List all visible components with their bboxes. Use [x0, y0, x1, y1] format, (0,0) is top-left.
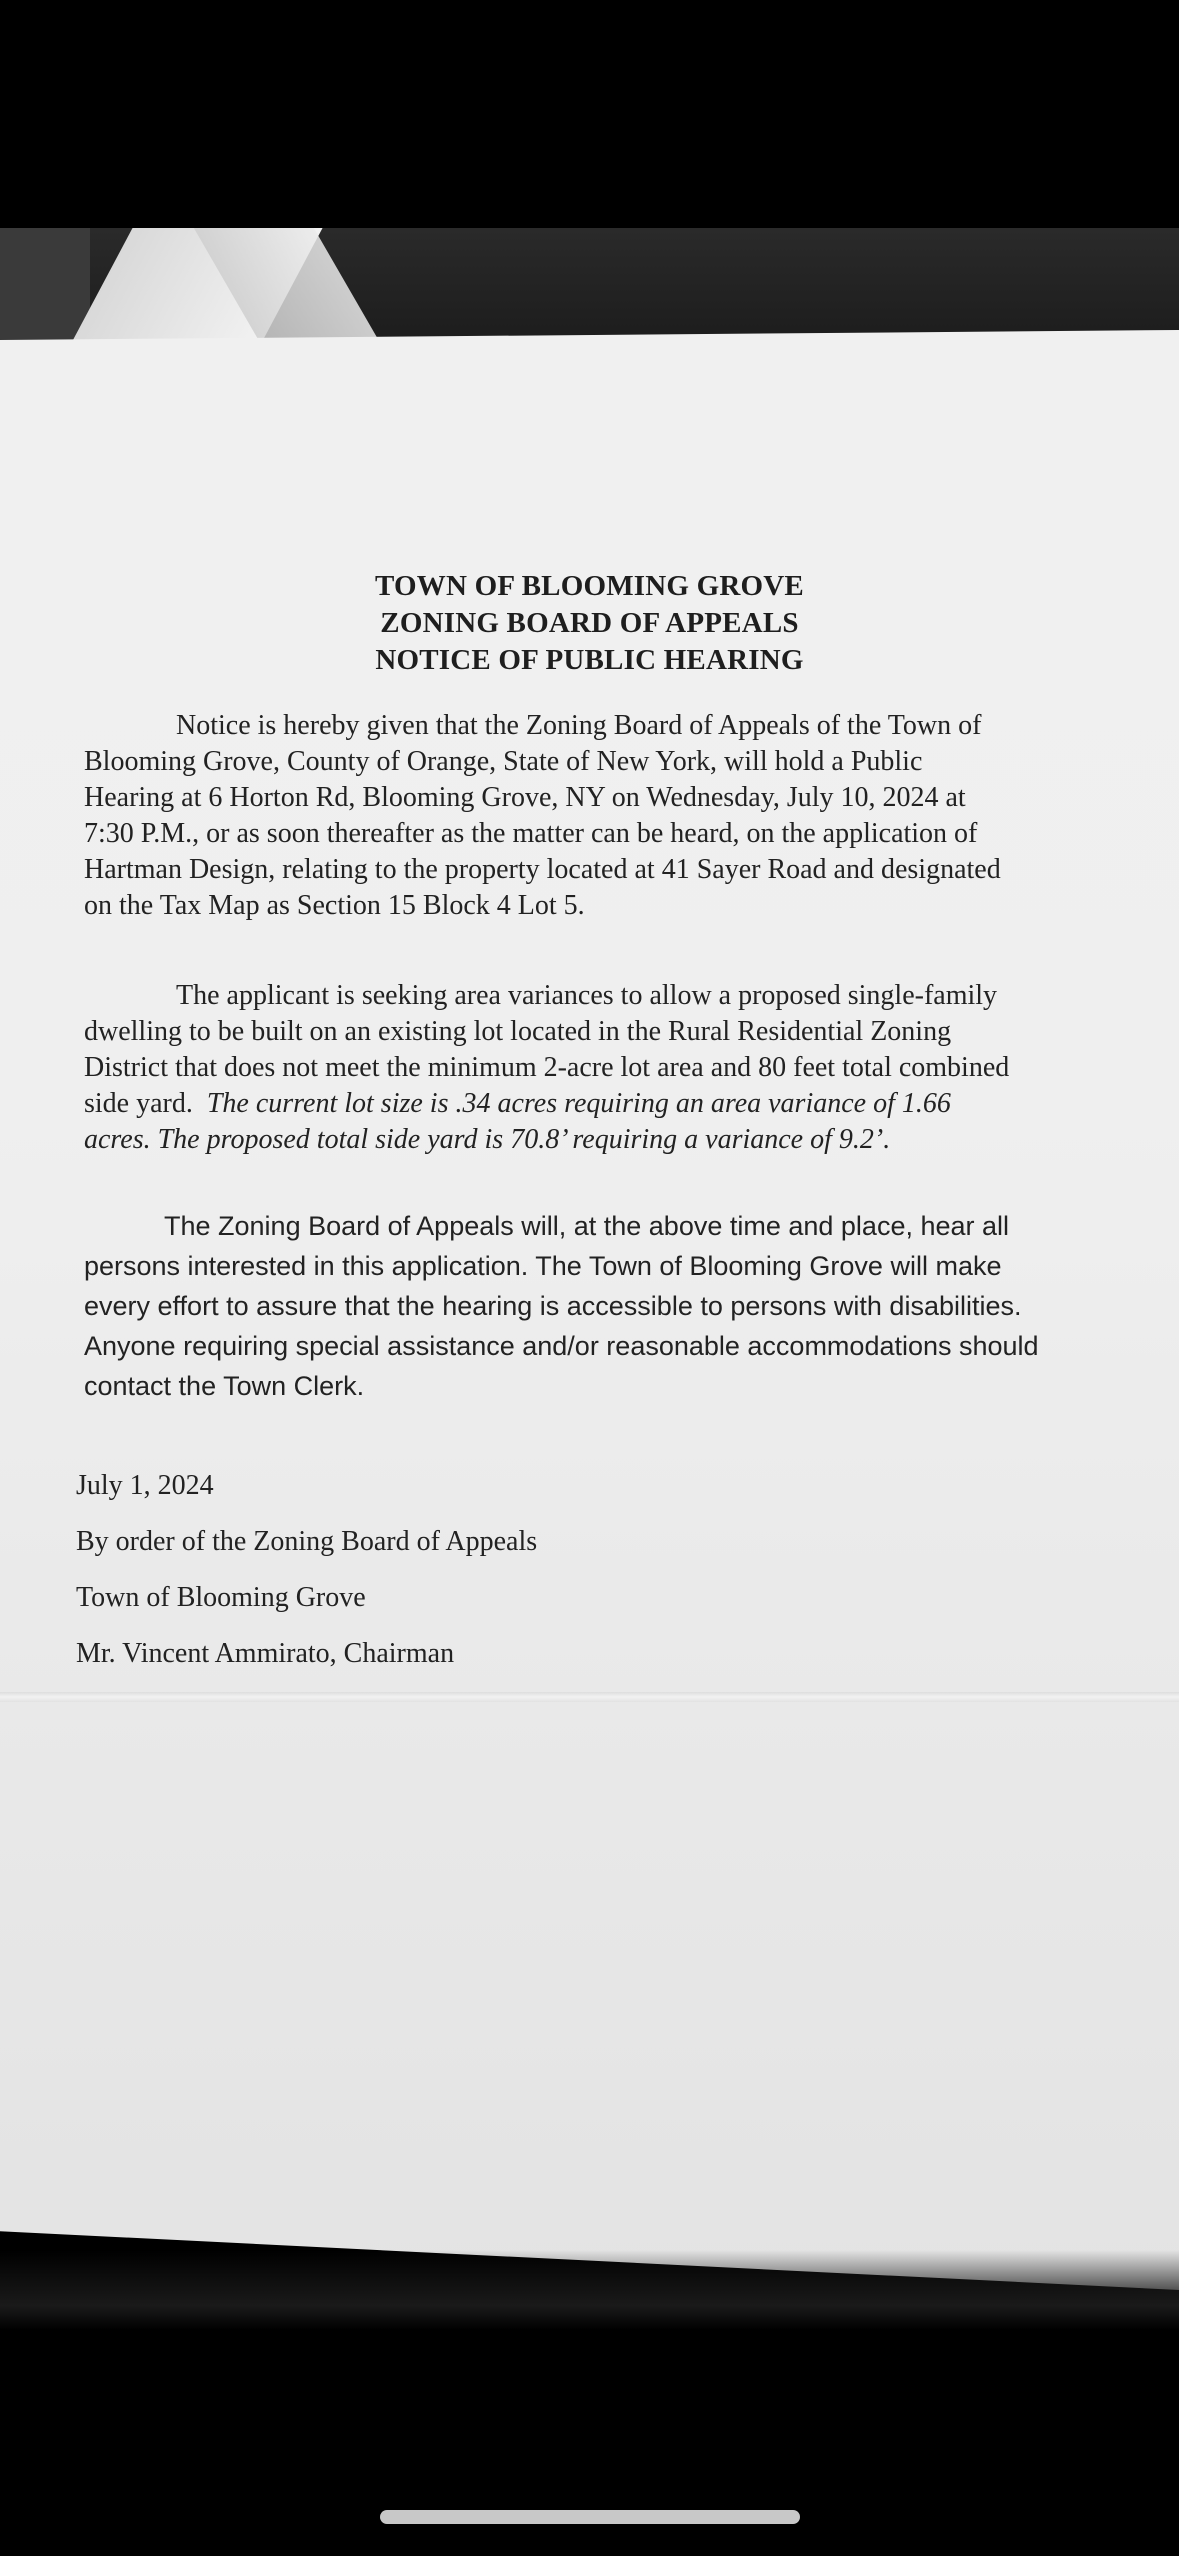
paragraph-line: persons interested in this application. The Town of Blooming Grove will make [84, 1251, 1002, 1281]
paragraph-line: Anyone requiring special assistance and/or reasonable accommodations should [84, 1331, 1039, 1361]
paragraph-line: Hartman Design, relating to the property located at 41 Sayer Road and designated [84, 854, 1001, 885]
home-indicator[interactable] [380, 2510, 800, 2524]
top-black-band [0, 0, 1179, 228]
paragraph-line: The Zoning Board of Appeals will, at the above time and place, hear all [164, 1211, 1010, 1241]
signoff-block [76, 1458, 537, 1682]
bottom-shadow [0, 2250, 1179, 2330]
town-line: Town of Blooming Grove [76, 1582, 366, 1613]
paper-fold [0, 1692, 1179, 1702]
heading-line: ZONING BOARD OF APPEALS [380, 607, 799, 639]
paragraph-line: on the Tax Map as Section 15 Block 4 Lot 5. [84, 890, 585, 921]
paragraph-notice [84, 708, 1164, 924]
paragraph-line: acres. The proposed total side yard is 70.8’ requiring a variance of 9.2’. [84, 1124, 891, 1155]
paragraph-line: Notice is hereby given that the Zoning Board of Appeals of the Town of [176, 710, 982, 741]
notice-heading [0, 568, 1179, 679]
heading-line: TOWN OF BLOOMING GROVE [375, 570, 804, 602]
paragraph-variance [84, 978, 1164, 1158]
couch-shadow [0, 228, 90, 348]
heading-line: NOTICE OF PUBLIC HEARING [375, 644, 804, 676]
paragraph-line: dwelling to be built on an existing lot located in the Rural Residential Zoning [84, 1016, 952, 1047]
chairman-line: Mr. Vincent Ammirato, Chairman [76, 1638, 455, 1669]
paragraph-line: Hearing at 6 Horton Rd, Blooming Grove, NY on Wednesday, July 10, 2024 at [84, 782, 966, 813]
order-line: By order of the Zoning Board of Appeals [76, 1526, 538, 1557]
paragraph-line: every effort to assure that the hearing is accessible to persons with disabilities. [84, 1291, 1022, 1321]
paragraph-line: side yard. The current lot size is .34 acres requiring an area variance of 1.66 [84, 1088, 951, 1119]
paragraph-line: District that does not meet the minimum 2-acre lot area and 80 feet total combined [84, 1052, 1010, 1083]
paragraph-line: The applicant is seeking area variances to allow a proposed single-family [176, 980, 998, 1011]
paragraph-line: 7:30 P.M., or as soon thereafter as the matter can be heard, on the application of [84, 818, 978, 849]
background-couch [0, 228, 1179, 348]
notice-date: July 1, 2024 [76, 1470, 214, 1501]
paragraph-line: contact the Town Clerk. [84, 1371, 365, 1401]
paragraph-accessibility [84, 1206, 1164, 1406]
paragraph-line: Blooming Grove, County of Orange, State of New York, will hold a Public [84, 746, 923, 777]
